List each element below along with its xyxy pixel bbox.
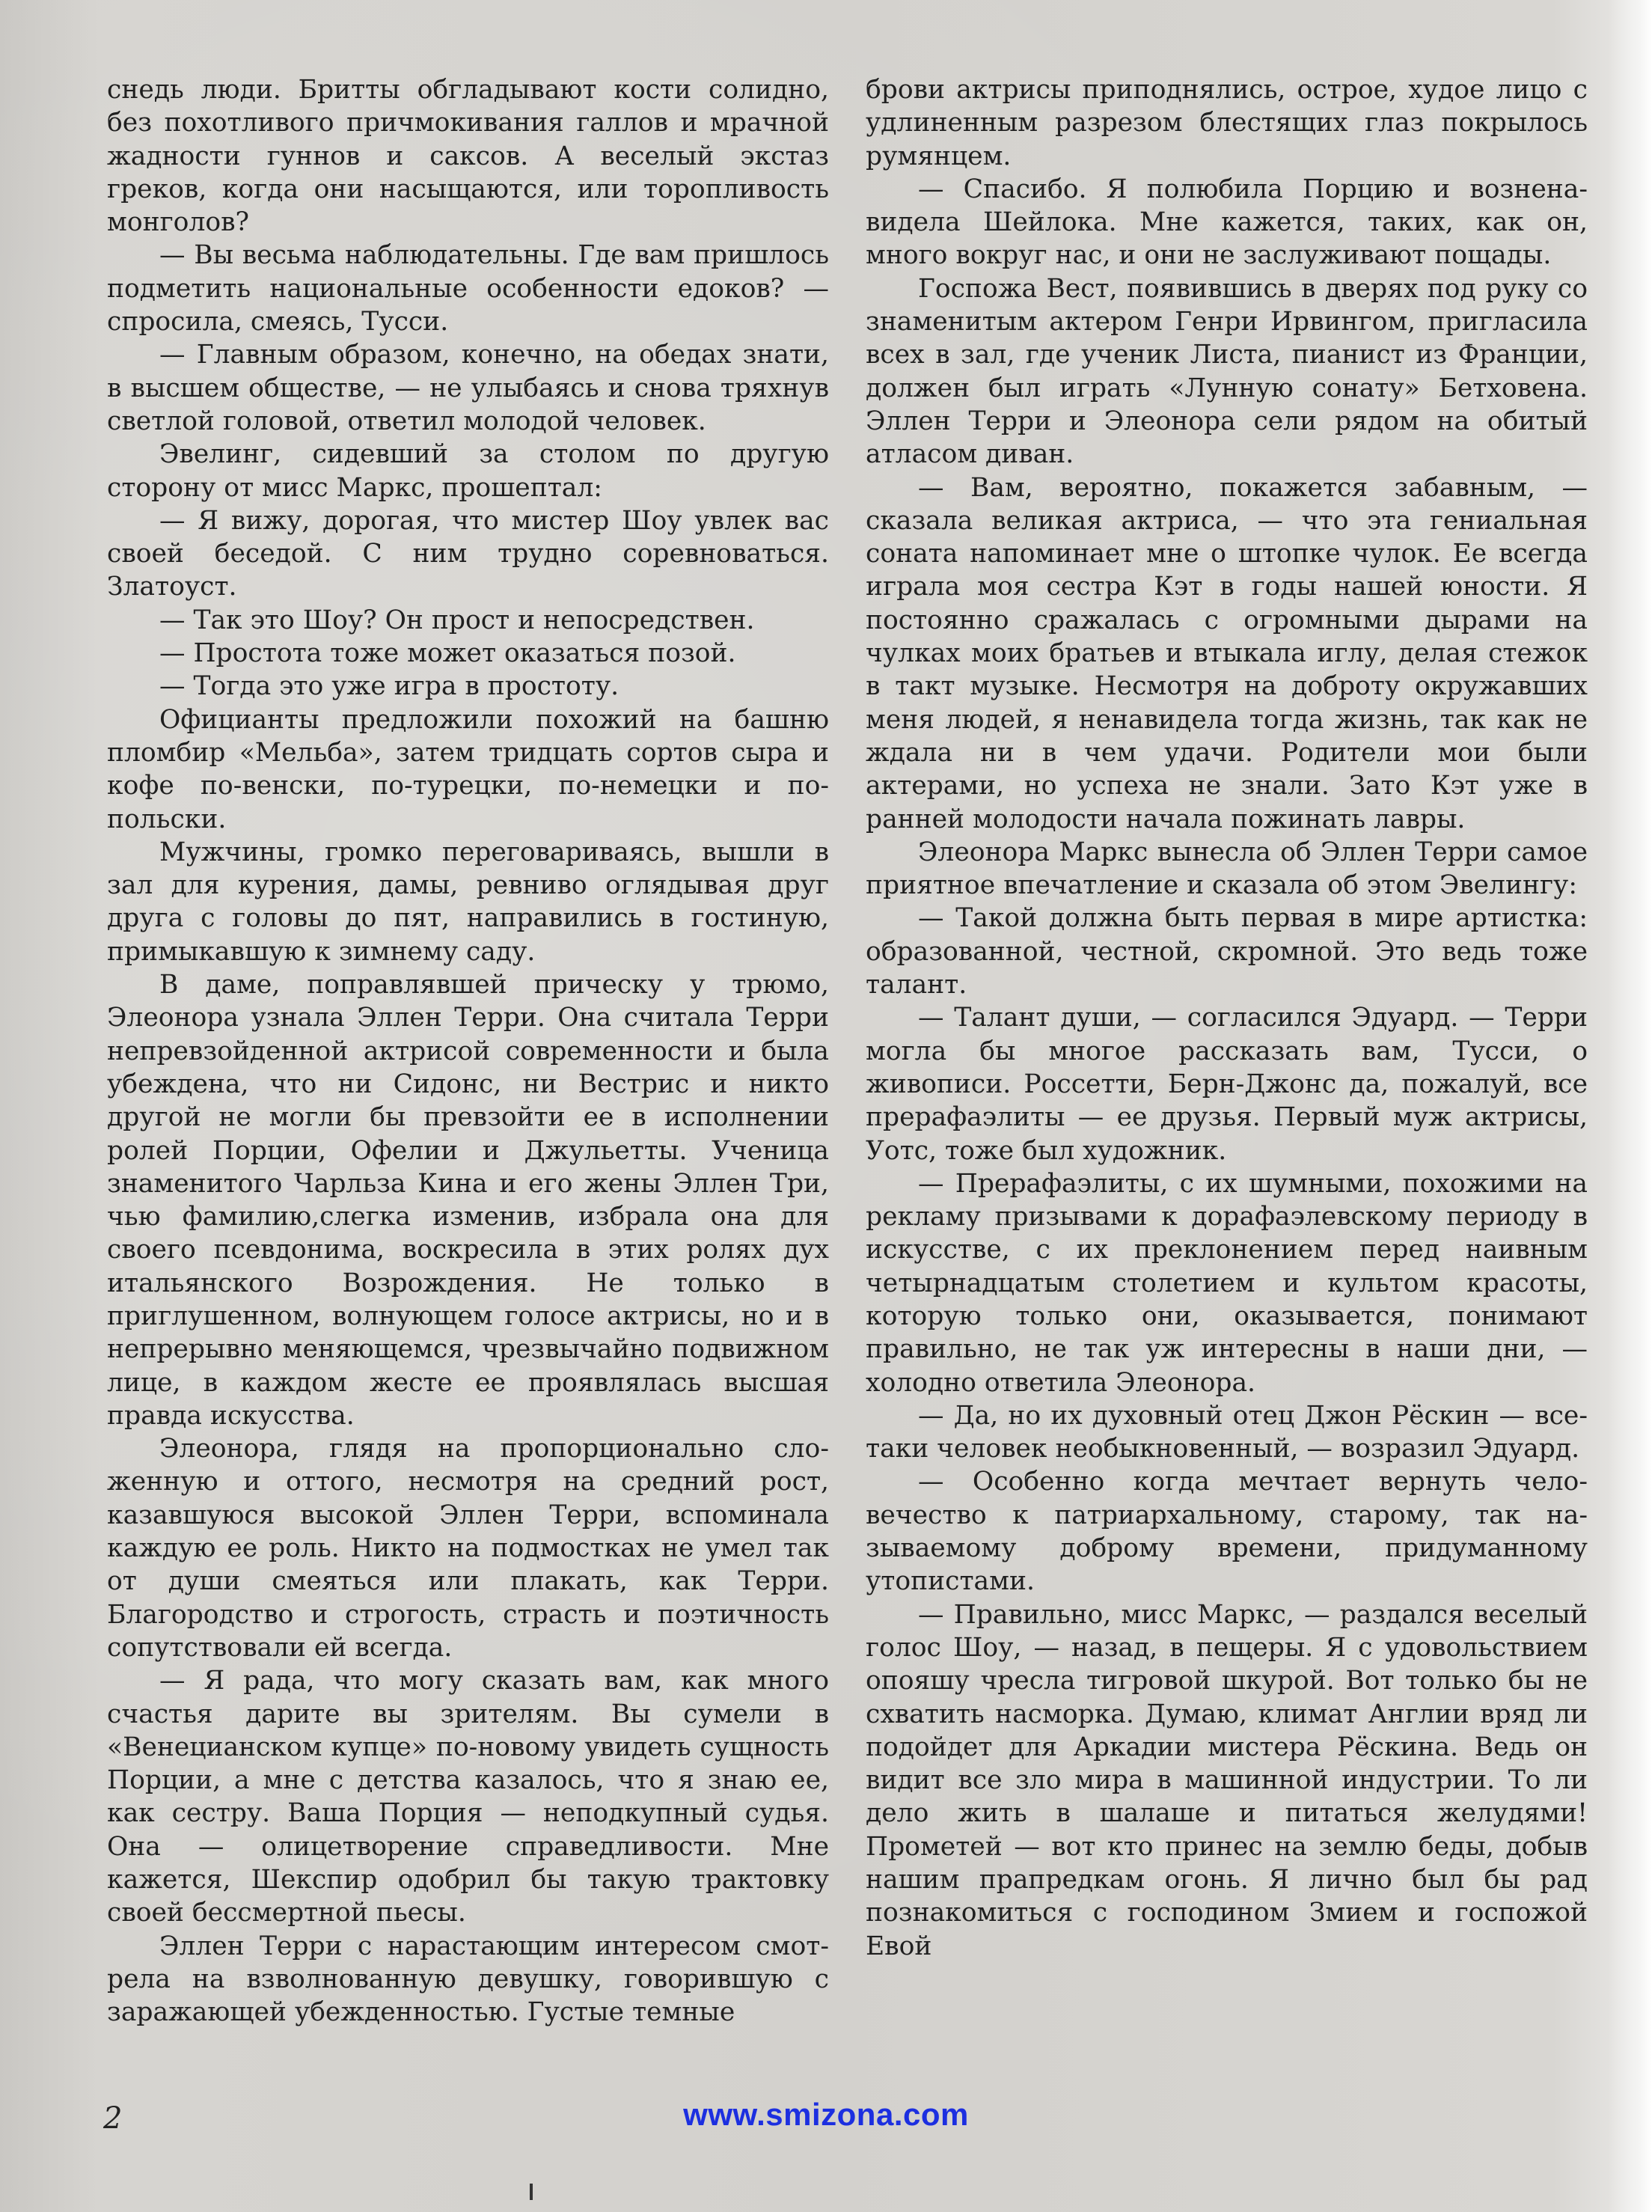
paragraph: — Особенно когда мечтает вернуть человечество к патриархальному, старому, так называемому доброму времени, придуманному утопистами. bbox=[866, 1467, 1588, 1597]
page-number: 2 bbox=[103, 2101, 123, 2136]
paragraph: — Вам, вероятно, покажется забавным, — сказала великая актриса, — что эта гениальная соната напоминает мне о штопке чулок. Ее всегда играла моя сестра Кэт в годы нашей юности. Я постоянно сражалась с огромными дырами на чулках моих братьев и втыкала иглу, делая стежок в такт музыке. Несмотря на доброту окружавших меня людей, я ненавидела тогда жизнь, так как не ждала ни в чем удачи. Родители мои были актерами, но успеха не знали. Зато Кэт уже в ранней молодости начала пожинать лавры. bbox=[866, 472, 1588, 834]
right-text-column bbox=[866, 73, 1588, 1963]
paragraph: — Да, но их духовный отец Джон Рёскин — все-таки человек необыкновенный, — возразил Эдуард. bbox=[866, 1400, 1588, 1464]
paragraph: Эвелинг, сидевший за столом по другую сторону от мисс Маркс, прошептал: bbox=[107, 439, 829, 503]
page-edge-glare bbox=[1609, 0, 1652, 2212]
paragraph: Эллен Терри с нарастающим интересом смотрела на взволнованную девушку, говорившую с заражающей убежденностью. Густые темные bbox=[107, 1931, 829, 2028]
paragraph: — Спасибо. Я полюбила Порцию и возненавидела Шейлока. Мне кажется, таких, как он, много вокруг нас, и они не заслуживают пощады. bbox=[866, 174, 1588, 271]
paragraph: брови актрисы приподнялись, острое, худое лицо с удлиненным разрезом блестящих глаз покрылось румянцем. bbox=[866, 75, 1588, 171]
paragraph: Госпожа Вест, появившись в дверях под руку со знаменитым актером Генри Ирвингом, пригласила всех в зал, где ученик Листа, пианист из Франции, должен был играть «Лунную сонату» Бетховена. Эллен Терри и Элеонора сели рядом на обитый атласом диван. bbox=[866, 273, 1588, 470]
paragraph: — Вы весьма наблюдательны. Где вам пришлось подметить национальные особенности едоков? — спросила, смеясь, Тусси. bbox=[107, 240, 829, 337]
site-watermark[interactable]: www.smizona.com bbox=[683, 2097, 969, 2132]
paragraph: снедь люди. Бритты обгладывают кости солидно, без похотливого причмокивания галлов и мрачной жадности гуннов и саксов. А веселый экстаз греков, когда они насыщаются, или торопливость монголов? bbox=[107, 75, 829, 238]
paragraph: Элеонора Маркс вынесла об Эллен Терри самое приятное впечатление и сказала об этом Эвелингу: bbox=[866, 837, 1588, 901]
left-text-column bbox=[107, 73, 829, 2029]
paragraph: — Правильно, мисс Маркс, — раздался веселый голос Шоу, — назад, в пещеры. Я с удовольствием опояшу чресла тигровой шкурой. Вот только бы не схватить насморка. Думаю, климат Англии вряд ли подойдет для Аркадии мистера Рёскина. Ведь он видит все зло мира в машинной индустрии. То ли дело жить в шалаше и питаться желудями! Прометей — вот кто принес на землю беды, добыв нашим прапредкам огонь. Я лично был бы рад познакомиться с господином Змием и госпожой Евой bbox=[866, 1599, 1588, 1961]
paragraph: — Я рада, что могу сказать вам, как много счастья дарите вы зрителям. Вы сумели в «Венецианском купце» по-новому увидеть сущность Порции, а мне с детства казалось, что я знаю ее, как сестру. Ваша Порция — неподкупный судья. Она — олицетворение справедливости. Мне кажется, Шекспир одобрил бы такую трактовку своей бессмертной пьесы. bbox=[107, 1666, 829, 1928]
print-speck bbox=[530, 2184, 533, 2200]
paragraph: В даме, поправлявшей прическу у трюмо, Элеонора узнала Эллен Терри. Она считала Терри непревзойденной актрисой современности и была убеждена, что ни Сидонс, ни Вестрис и никто другой не могли бы превзойти ее в исполнении ролей Порции, Офелии и Джульетты. Ученица знаменитого Чарльза Кина и его жены Эллен Три, чью фамилию,слегка изменив, избрала она для своего псевдонима, воскресила в этих ролях дух итальянского Возрождения. Не только в приглушенном, волнующем голосе актрисы, но и в непрерывно меняющемся, чрезвычайно подвижном лице, в каждом жесте ее проявлялась высшая правда искусства. bbox=[107, 970, 829, 1431]
paragraph: — Талант души, — согласился Эдуард. — Терри могла бы многое рассказать вам, Тусси, о живописи. Россетти, Берн-Джонс да, пожалуй, все прерафаэлиты — ее друзья. Первый муж актрисы, Уотс, тоже был художник. bbox=[866, 1003, 1588, 1166]
paragraph: — Тогда это уже игра в простоту. bbox=[159, 671, 620, 702]
paragraph: — Простота тоже может оказаться позой. bbox=[159, 638, 736, 669]
paragraph: — Так это Шоу? Он прост и непосредствен. bbox=[159, 605, 755, 635]
paragraph: — Я вижу, дорогая, что мистер Шоу увлек вас своей беседой. С ним трудно соревноваться. Златоуст. bbox=[107, 505, 829, 602]
paragraph: — Прерафаэлиты, с их шумными, похожими на рекламу призывами к дорафаэлевскому периоду в искусстве, с их преклонением перед наивным четырнадцатым столетием и культом красоты, которую только они, оказывается, понимают правильно, не так уж интересны в наши дни, — холодно ответила Элеонора. bbox=[866, 1168, 1588, 1398]
paragraph: — Такой должна быть первая в мире артистка: образованной, честной, скромной. Это ведь тоже талант. bbox=[866, 903, 1588, 1000]
paragraph: Мужчины, громко переговариваясь, вышли в зал для курения, дамы, ревниво оглядывая друг друга с головы до пят, направились в гостиную, примыкавшую к зимнему саду. bbox=[107, 837, 829, 967]
paragraph: Элеонора, глядя на пропорционально сложенную и оттого, несмотря на средний рост, казавшуюся высокой Эллен Терри, вспоминала каждую ее роль. Никто на подмостках не умел так от души смеяться или плакать, как Терри. Благородство и строгость, страсть и поэтичность сопутствовали ей всегда. bbox=[107, 1434, 829, 1663]
paragraph: Официанты предложили похожий на башню пломбир «Мельба», затем тридцать сортов сыра и кофе по-венски, по-турецки, по-немецки и по-польски. bbox=[107, 704, 829, 834]
paragraph: — Главным образом, конечно, на обедах знати, в высшем обществе, — не улыбаясь и снова тряхнув светлой головой, ответил молодой человек. bbox=[107, 340, 829, 436]
